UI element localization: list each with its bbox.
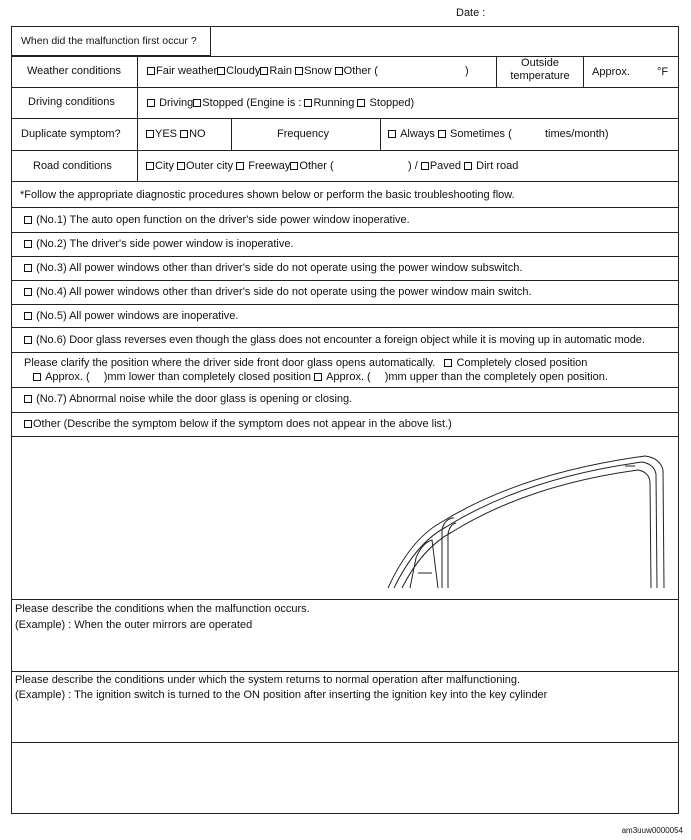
duplicate-label: Duplicate symptom? — [21, 128, 121, 140]
outside-temperature-label: Outside temperature — [510, 57, 570, 82]
symptom-4-checkbox[interactable] — [24, 288, 32, 296]
symptom-description-field[interactable] — [14, 440, 378, 594]
symptom-item-3: (No.3) All power windows other than driver's side do not operate using the power window subswitch. — [24, 262, 522, 274]
times-month-label: times/month) — [545, 128, 609, 140]
snow-checkbox[interactable] — [295, 67, 303, 75]
weather-options: Fair weather Cloudy Rain Snow Other ( — [147, 65, 378, 77]
approx-upper-checkbox[interactable] — [314, 373, 322, 381]
running-checkbox[interactable] — [304, 99, 312, 107]
frequency-label: Frequency — [277, 128, 329, 140]
symptom-6-checkbox[interactable] — [24, 336, 32, 344]
stopped-checkbox[interactable] — [193, 99, 201, 107]
other-symptom-item: Other (Describe the symptom below if the symptom does not appear in the above list.) — [24, 418, 452, 430]
weather-label: Weather conditions — [27, 65, 121, 77]
cloudy-checkbox[interactable] — [217, 67, 225, 75]
approx-label: Approx. — [592, 66, 630, 78]
conditions-2-line-2: (Example) : The ignition switch is turned to the ON position after inserting the ignition key into the key cylinder — [15, 689, 548, 701]
mm-upper-field[interactable] — [395, 369, 413, 386]
symptom-item-2: (No.2) The driver's side power window is inoperative. — [24, 238, 294, 250]
road-options: City Outer city Freeway Other ( — [146, 160, 334, 172]
completely-closed-checkbox[interactable] — [444, 359, 452, 367]
mm-lower-field[interactable] — [88, 369, 106, 386]
driving-label: Driving conditions — [28, 96, 115, 108]
dirt-road-checkbox[interactable] — [464, 162, 472, 170]
freeway-checkbox[interactable] — [236, 162, 244, 170]
conditions-1-field[interactable] — [14, 634, 678, 672]
times-per-month-field[interactable] — [521, 125, 547, 145]
rain-checkbox[interactable] — [260, 67, 268, 75]
instruction-text: *Follow the appropriate diagnostic procedures shown below or perform the basic troubleshooting flow. — [20, 189, 515, 201]
fair-weather-checkbox[interactable] — [147, 67, 155, 75]
first-occur-field[interactable] — [215, 30, 679, 54]
symptom-item-6: (No.6) Door glass reverses even though the glass does not encounter a foreign object while it is moving up in automatic mode. — [24, 334, 645, 346]
date-label: Date : — [456, 7, 486, 19]
weather-close-paren: ) — [465, 65, 469, 77]
door-glass-illustration — [380, 448, 670, 593]
yes-checkbox[interactable] — [146, 130, 154, 138]
paved-dirt-options: ) / Paved Dirt road — [408, 160, 519, 172]
outer-city-checkbox[interactable] — [177, 162, 185, 170]
fahrenheit-unit: °F — [657, 66, 669, 78]
conditions-2-field[interactable] — [14, 704, 678, 742]
footer-code: am3uuw0000054 — [621, 826, 683, 835]
engine-stopped-checkbox[interactable] — [357, 99, 365, 107]
symptom-item-1: (No.1) The auto open function on the driver's side power window inoperative. — [24, 214, 410, 226]
symptom-1-checkbox[interactable] — [24, 216, 32, 224]
sometimes-checkbox[interactable] — [438, 130, 446, 138]
driving-options: Driving Stopped (Engine is : Running Stopped) — [147, 97, 414, 109]
symptom-item-7: (No.7) Abnormal noise while the door glass is opening or closing. — [24, 393, 352, 405]
symptom-3-checkbox[interactable] — [24, 264, 32, 272]
other-symptom-checkbox[interactable] — [24, 420, 32, 428]
other-weather-checkbox[interactable] — [335, 67, 343, 75]
symptom-5-checkbox[interactable] — [24, 312, 32, 320]
road-label: Road conditions — [33, 160, 112, 172]
symptom-2-checkbox[interactable] — [24, 240, 32, 248]
clarify-line-1: Please clarify the position where the driver side front door glass opens automatically. Completely closed position — [24, 357, 588, 369]
conditions-2-line-1: Please describe the conditions under which the system returns to normal operation after malfunctioning. — [15, 674, 521, 686]
outside-temperature-field[interactable] — [632, 62, 660, 82]
other-weather-field[interactable] — [416, 62, 466, 82]
conditions-1-line-1: Please describe the conditions when the malfunction occurs. — [15, 603, 310, 615]
symptom-item-4: (No.4) All power windows other than driver's side do not operate using the power window main switch. — [24, 286, 532, 298]
conditions-1-line-2: (Example) : When the outer mirrors are operated — [15, 619, 253, 631]
additional-notes-field[interactable] — [14, 746, 678, 814]
driving-checkbox[interactable] — [147, 99, 155, 107]
symptom-item-5: (No.5) All power windows are inoperative. — [24, 310, 238, 322]
date-field[interactable] — [492, 4, 676, 24]
approx-lower-checkbox[interactable] — [33, 373, 41, 381]
city-checkbox[interactable] — [146, 162, 154, 170]
symptom-7-checkbox[interactable] — [24, 395, 32, 403]
other-road-field[interactable] — [356, 157, 410, 177]
always-checkbox[interactable] — [388, 130, 396, 138]
frequency-options: Always Sometimes ( — [388, 128, 512, 140]
first-occur-label: When did the malfunction first occur ? — [21, 35, 197, 47]
clarify-line-2: Approx. ( )mm lower than completely closed position Approx. ( )mm upper than the completely open position. — [33, 371, 608, 383]
no-checkbox[interactable] — [180, 130, 188, 138]
other-road-checkbox[interactable] — [290, 162, 298, 170]
paved-checkbox[interactable] — [421, 162, 429, 170]
duplicate-options: YES NO — [146, 128, 206, 140]
